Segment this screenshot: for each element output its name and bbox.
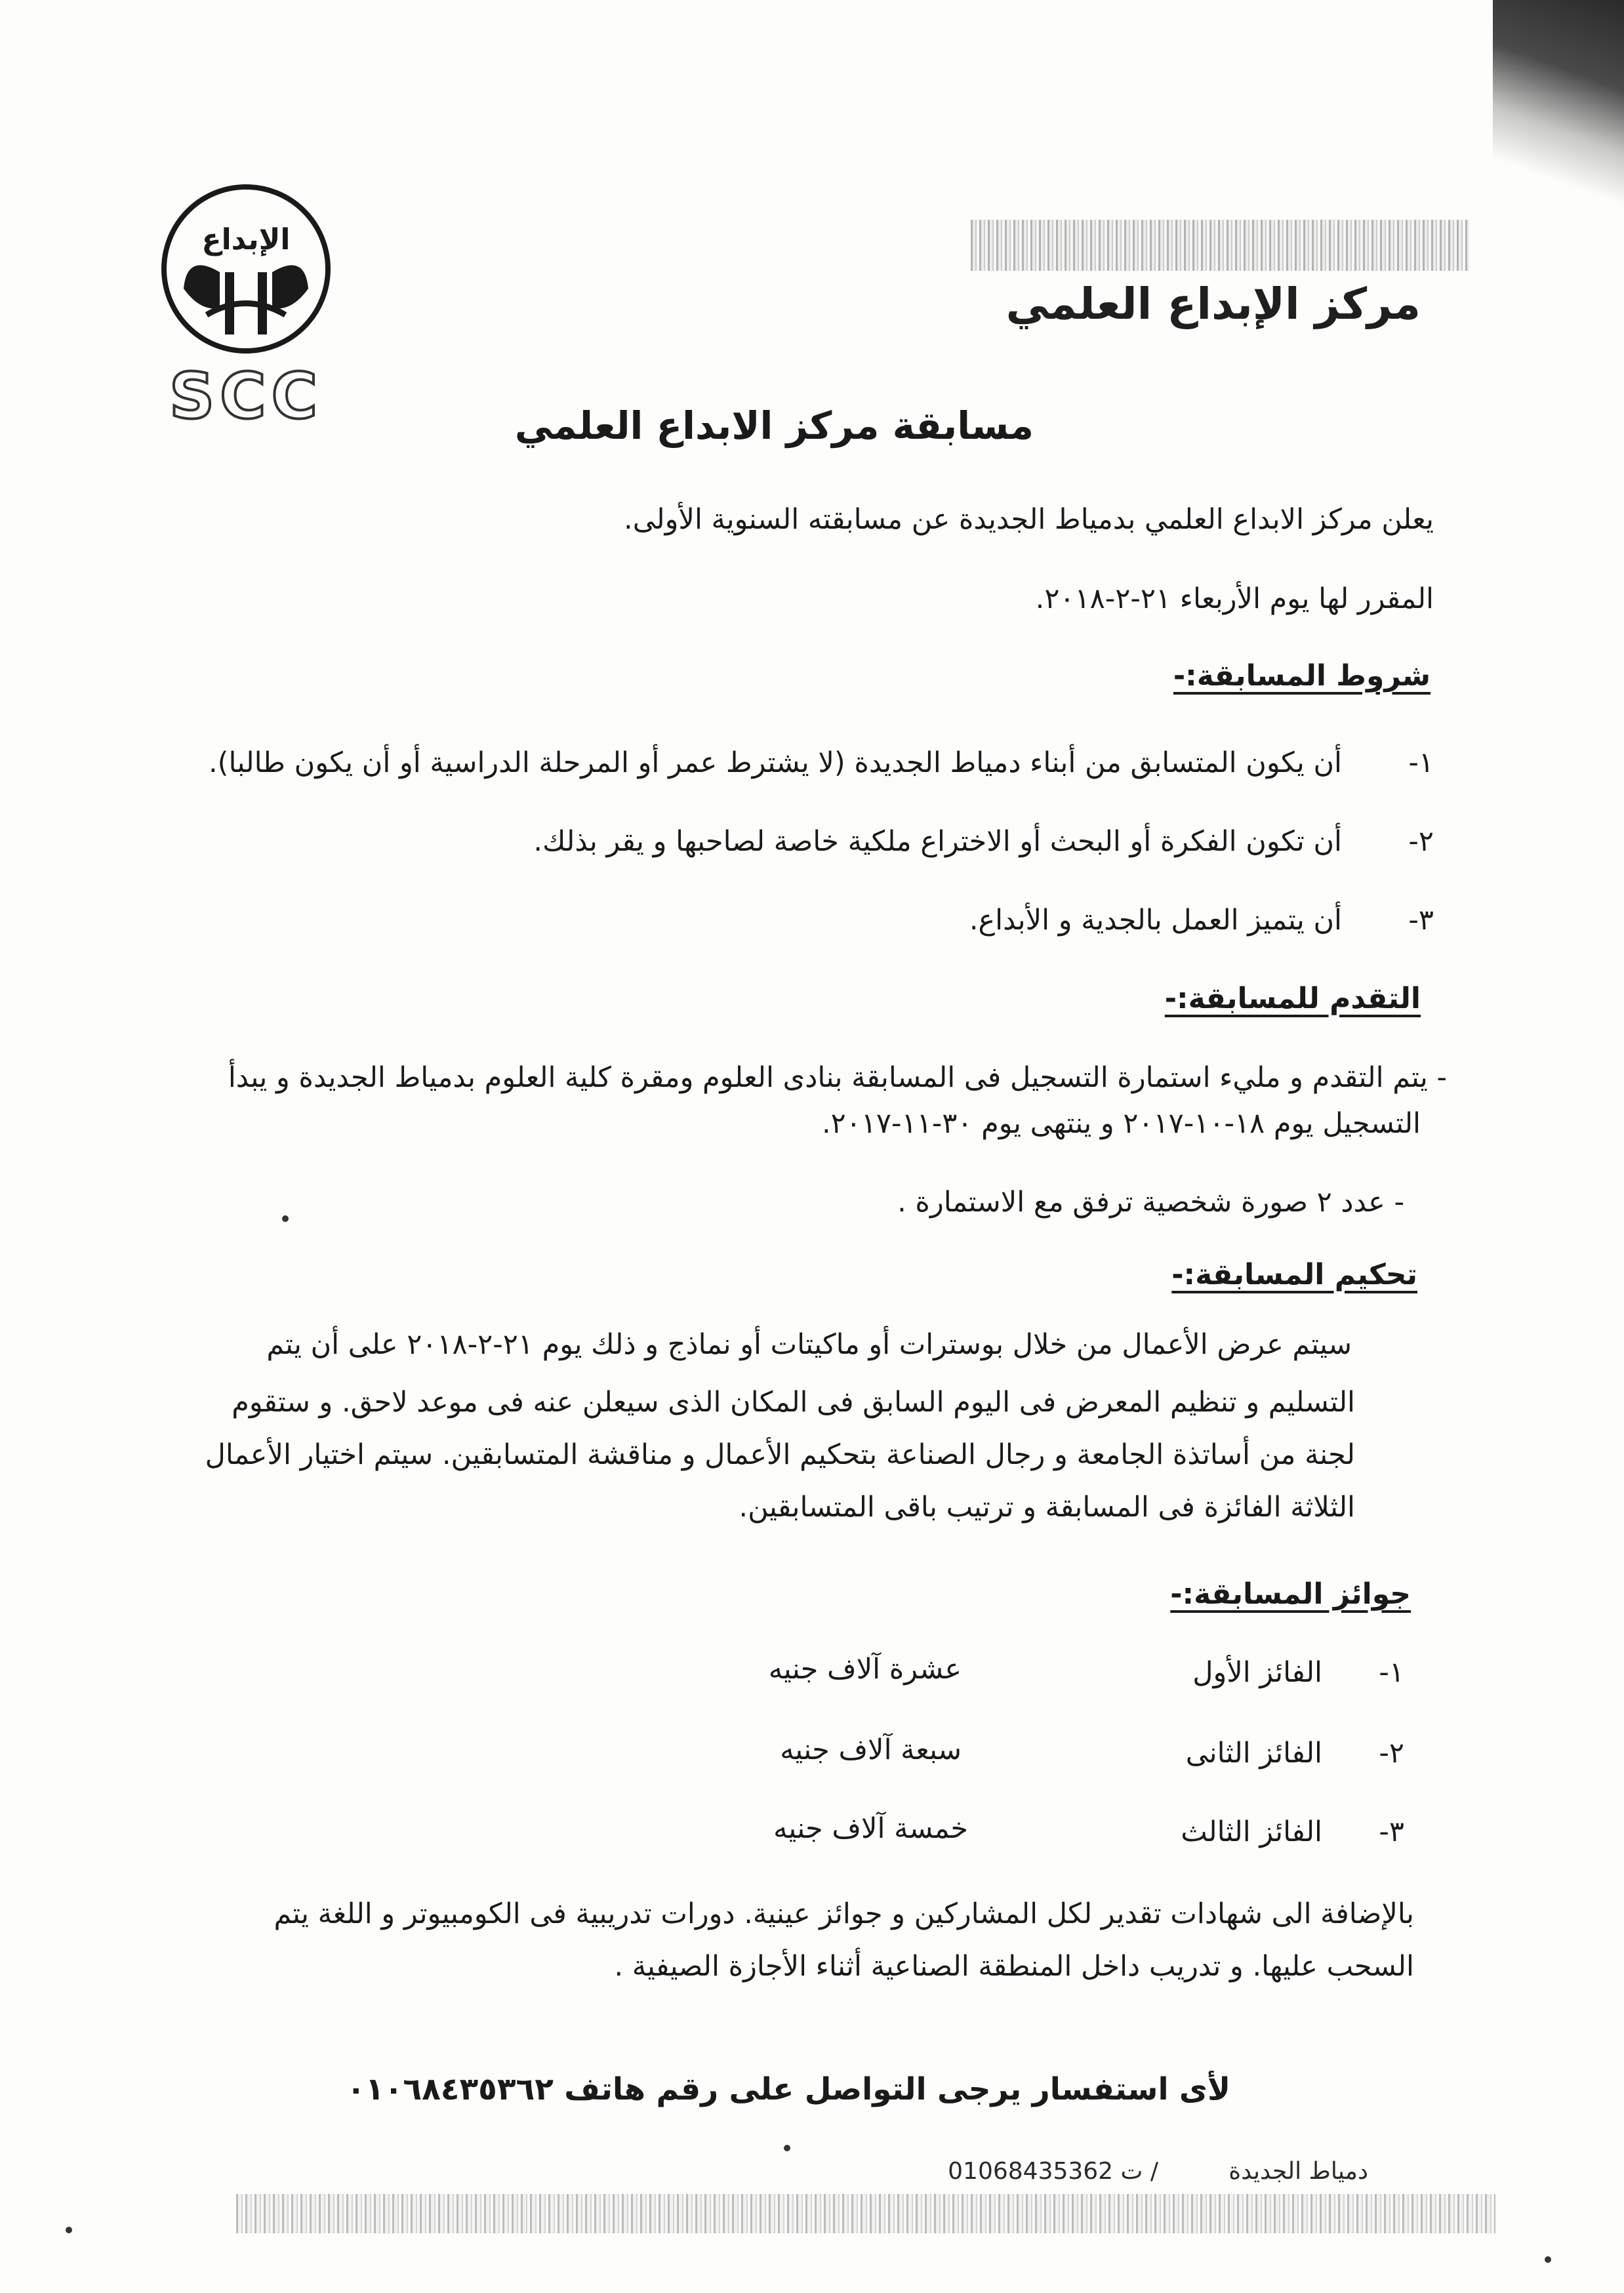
prizes-heading: جوائز المسابقة:- [1170, 1577, 1411, 1611]
scan-speck [1545, 2256, 1551, 2263]
page-title: مسابقة مركز الابداع العلمي [514, 403, 1034, 448]
logo-arabic-text: الإبداع [201, 223, 291, 256]
application-line-3: - عدد ٢ صورة شخصية ترفق مع الاستمارة . [897, 1186, 1404, 1219]
contact-line: لأى استفسار يرجى التواصل على رقم هاتف ٠١٠٦٨٤٣٥٣٦٢ [346, 2071, 1230, 2107]
conditions-item-number: ٣- [1408, 904, 1434, 937]
conditions-heading: شروط المسابقة:- [1173, 659, 1431, 693]
conditions-item-text: أن يكون المتسابق من أبناء دمياط الجديدة (لا يشترط عمر أو المرحلة الدراسية أو أن يكون طالبا). [209, 746, 1342, 779]
judging-heading: تحكيم المسابقة:- [1171, 1258, 1417, 1291]
application-heading: التقدم للمسابقة:- [1164, 982, 1421, 1015]
center-name: مركز الإبداع العلمي [1005, 279, 1421, 329]
prize-amount: سبعة آلاف جنيه [780, 1734, 962, 1766]
application-line-2: التسجيل يوم ١٨-١٠-٢٠١٧ و ينتهى يوم ٣٠-١١-٢٠١٧. [821, 1107, 1421, 1140]
prize-amount: عشرة آلاف جنيه [768, 1653, 962, 1686]
judging-line-4: الثلاثة الفائزة فى المسابقة و ترتيب باقى المتسابقين. [739, 1491, 1355, 1524]
footer-phone: 01068435362 ت / [948, 2158, 1158, 2185]
prize-number: ٢- [1379, 1737, 1404, 1770]
conditions-item-text: أن يتميز العمل بالجدية و الأبداع. [969, 904, 1342, 937]
prize-place: الفائز الثانى [1185, 1737, 1322, 1770]
prize-number: ١- [1379, 1656, 1404, 1689]
conditions-item-number: ١- [1408, 746, 1434, 779]
prize-place: الفائز الثالث [1181, 1816, 1322, 1848]
application-line-1: - يتم التقدم و مليء استمارة التسجيل فى المسابقة بنادى العلوم ومقرة كلية العلوم بدمياط الجديدة و يبدأ [228, 1061, 1447, 1094]
scan-speck [66, 2227, 72, 2233]
prize-place: الفائز الأول [1192, 1656, 1322, 1689]
footer-letterhead-band [236, 2194, 1495, 2233]
judging-line-1: سيتم عرض الأعمال من خلال بوسترات أو ماكيتات أو نماذج و ذلك يوم ٢١-٢-٢٠١٨ على أن يتم [266, 1328, 1352, 1361]
intro-line-2: المقرر لها يوم الأربعاء ٢١-٢-٢٠١٨. [1035, 582, 1434, 615]
scan-speck [784, 2145, 790, 2151]
judging-line-2: التسليم و تنظيم المعرض فى اليوم السابق فى المكان الذى سيعلن عنه فى موعد لاحق. و ستقوم [232, 1386, 1355, 1419]
conditions-item-text: أن تكون الفكرة أو البحث أو الاختراع ملكية خاصة لصاحبها و يقر بذلك. [533, 825, 1342, 858]
judging-line-3: لجنة من أساتذة الجامعة و رجال الصناعة بتحكيم الأعمال و مناقشة المتسابقين. سيتم اختيار الأعمال [205, 1438, 1355, 1471]
prizes-extra-line-2: السحب عليها. و تدريب داخل المنطقة الصناعية أثناء الأجازة الصيفية . [614, 1950, 1414, 1983]
footer-city: دمياط الجديدة [1228, 2158, 1368, 2185]
prize-number: ٣- [1379, 1816, 1404, 1848]
conditions-item-number: ٢- [1408, 825, 1434, 858]
center-logo [148, 174, 344, 430]
scan-speck [282, 1215, 289, 1222]
header-letterhead-band [971, 220, 1469, 271]
prize-amount: خمسة آلاف جنيه [773, 1812, 968, 1845]
logo-scc-text: SCC [169, 359, 323, 430]
prizes-extra-line-1: بالإضافة الى شهادات تقدير لكل المشاركين و جوائز عينية. دورات تدريبية فى الكومبيوتر و اللغة يتم [274, 1897, 1414, 1930]
intro-line-1: يعلن مركز الابداع العلمي بدمياط الجديدة عن مسابقته السنوية الأولى. [624, 503, 1434, 536]
scan-corner-shadow [1493, 0, 1624, 210]
